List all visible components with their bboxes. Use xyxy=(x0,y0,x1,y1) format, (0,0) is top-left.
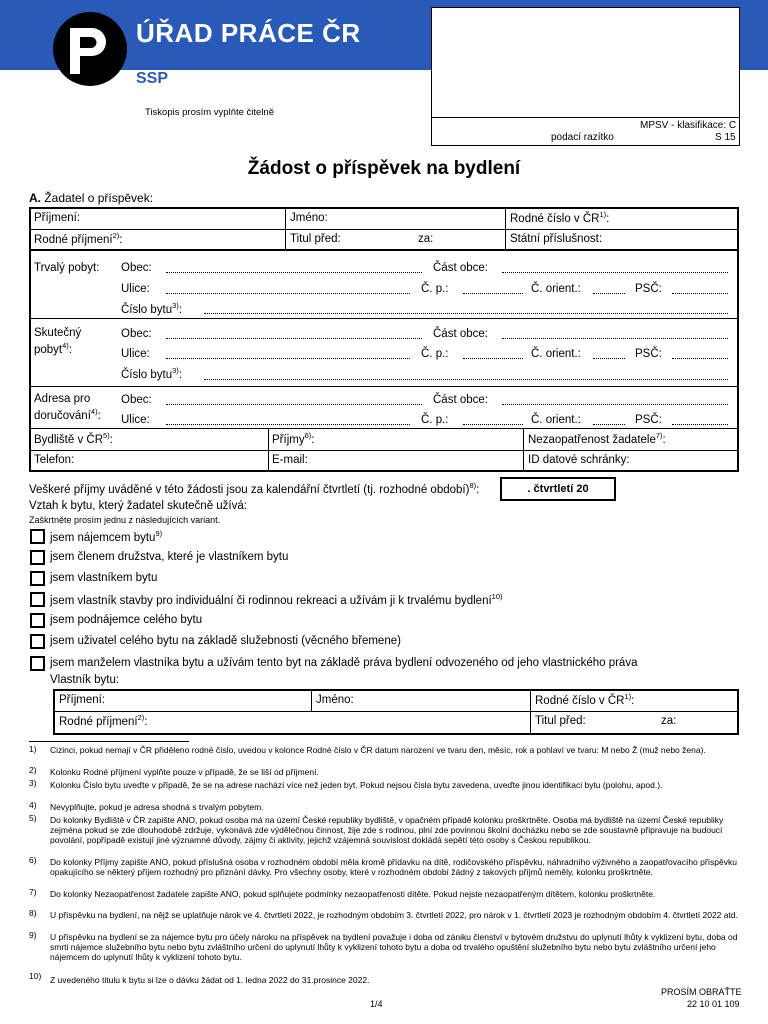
relation-option[interactable] xyxy=(29,655,749,675)
footnote-ref: 2) xyxy=(137,713,145,722)
option-text: jsem uživatel celého bytu na základě služebnosti (věcného břemene) xyxy=(50,635,401,647)
checkbox[interactable] xyxy=(30,529,45,544)
house-no-label: Č. p.: xyxy=(421,348,449,360)
footnote-text: Do kolonky Nezaopatřenost žadatele zapište ANO, pokud splňujete podmínky nezaopatřenosti dítěte. Pokud nejste nezaopatřeným dítětem, kolonku proškrtněte. xyxy=(50,889,656,899)
municipality-part-label: Část obce: xyxy=(433,262,488,274)
relation-title: Vztah k bytu, který žadatel skutečně užívá: xyxy=(29,500,247,512)
street-input[interactable] xyxy=(166,424,410,425)
flat-no-label: Číslo bytu$^{3)}$: xyxy=(121,366,183,381)
footnote-divider xyxy=(29,741,189,742)
first-name-field[interactable]: Jméno: xyxy=(290,212,328,224)
house-no-label: Č. p.: xyxy=(421,283,449,295)
option-label xyxy=(50,592,503,607)
footnote-number: 5) xyxy=(29,813,37,823)
footnote-ref: 7) xyxy=(655,431,663,440)
income-period-text: Veškeré příjmy uváděné v této žádosti jsou za kalendářní čtvrtletí (tj. rozhodné období)$^{8)}$: xyxy=(29,481,480,496)
flat-no-input[interactable] xyxy=(204,379,728,380)
residence-cz-label: Bydliště v ČR xyxy=(34,433,104,446)
municipality-part-input[interactable] xyxy=(502,338,728,339)
owner-birth-number-label: Rodné číslo v ČR xyxy=(535,694,625,707)
relation-note: Zaškrtněte prosím jednu z následujících variant. xyxy=(29,515,221,525)
owner-title-before-field[interactable]: Titul před: xyxy=(535,715,586,727)
footnote-ref: 2) xyxy=(112,231,120,240)
footnote-number: 1) xyxy=(29,744,37,754)
document-code: 22 10 01 109 xyxy=(687,999,740,1009)
form-code: S 15 xyxy=(715,132,736,143)
email-field[interactable]: E-mail: xyxy=(272,454,308,466)
footnote-number: 3) xyxy=(29,778,37,788)
footnote-ref: 8) xyxy=(469,481,477,490)
flat-no-text: Číslo bytu xyxy=(121,368,173,381)
owner-first-name-field[interactable]: Jméno: xyxy=(316,694,354,706)
footnote-number: 8) xyxy=(29,908,37,918)
flat-no-label: Číslo bytu$^{3)}$: xyxy=(121,301,183,316)
checkbox[interactable] xyxy=(30,656,45,671)
classification-label: MPSV - klasifikace: C xyxy=(640,120,737,131)
checkbox[interactable] xyxy=(30,613,45,628)
option-text: jsem nájemcem bytu xyxy=(50,531,156,544)
flat-no-input[interactable] xyxy=(204,313,728,314)
col-divider xyxy=(311,690,312,711)
footnote-number: 10) xyxy=(29,971,42,981)
delivery-address-text: doručování xyxy=(34,409,91,422)
postcode-label: PSČ: xyxy=(635,283,662,295)
footnote-text: U příspěvku na bydlení, na nějž se uplatňuje nárok ve 4. čtvrtletí 2022, je rozhodným obdobím 3. čtvrtletí 2022, pro nárok v 1. čtvrtletí 2023 je rozhodným obdobím 4. čtvrtletí 2022 atd. xyxy=(50,910,738,920)
income-period-label: Veškeré příjmy uváděné v této žádosti jsou za kalendářní čtvrtletí (tj. rozhodné období) xyxy=(29,483,470,496)
row-divider xyxy=(29,450,739,451)
footnote-text: Cizinci, pokud nemají v ČR přiděleno rodné číslo, uvedou v kolonce Rodné číslo v ČR datum narození ve tvaru den, měsíc, rok a pohlaví ve tvaru: M nebo Ž (muž nebo žena). xyxy=(50,745,706,755)
option-label xyxy=(50,635,401,647)
checkbox[interactable] xyxy=(30,634,45,649)
orient-no-input[interactable] xyxy=(593,358,625,359)
orient-no-label: Č. orient.: xyxy=(531,283,581,295)
postcode-label: PSČ: xyxy=(635,348,662,360)
section-a-label: Žadatel o příspěvek: xyxy=(41,191,154,205)
option-label xyxy=(50,529,162,544)
footnote-ref: 4) xyxy=(90,407,98,416)
street-label: Ulice: xyxy=(121,348,150,360)
birth-number-field[interactable]: Rodné číslo v ČR$^{1)}$: xyxy=(510,210,610,225)
stamp-divider xyxy=(432,117,740,118)
section-a-prefix: A. xyxy=(29,191,41,205)
row-divider xyxy=(29,249,739,251)
footnote-ref: 5) xyxy=(103,431,110,440)
phone-field[interactable]: Telefon: xyxy=(34,454,75,466)
owner-title: Vlastník bytu: xyxy=(50,674,120,686)
orient-no-label: Č. orient.: xyxy=(531,348,581,360)
actual-residence-text: pobyt xyxy=(34,343,63,356)
orient-no-input[interactable] xyxy=(593,424,625,425)
row-divider xyxy=(29,386,739,387)
municipality-input[interactable] xyxy=(166,272,422,273)
footnote-ref: 6) xyxy=(304,431,312,440)
footnote-number: 9) xyxy=(29,930,37,940)
postcode-input[interactable] xyxy=(672,358,728,359)
citizenship-field[interactable]: Státní příslušnost: xyxy=(510,233,603,245)
row-divider xyxy=(29,229,739,230)
checkbox[interactable] xyxy=(30,592,45,607)
delivery-address-label: Adresa pro xyxy=(34,393,91,405)
option-text: jsem podnájemce celého bytu xyxy=(50,614,203,626)
house-no-input[interactable] xyxy=(463,358,523,359)
footnote-text: Z uvedeného titulu k bytu si lze o dávku žádat od 1. ledna 2022 do 31.prosince 2022. xyxy=(50,975,370,985)
up-cr-logo xyxy=(52,12,128,86)
postcode-label: PSČ: xyxy=(635,414,662,426)
owner-birth-number-field[interactable]: Rodné číslo v ČR$^{1)}$: xyxy=(535,692,635,707)
option-text: jsem vlastníkem bytu xyxy=(50,572,158,584)
checkbox[interactable] xyxy=(30,550,45,565)
actual-residence-label-2: pobyt$^{4)}$: xyxy=(34,341,73,356)
page-number: 1/4 xyxy=(370,999,383,1009)
department-label: SSP xyxy=(136,70,169,87)
municipality-part-label: Část obce: xyxy=(433,328,488,340)
actual-residence-label: Skutečný xyxy=(34,327,82,339)
stamp-label: podací razítko xyxy=(551,132,614,143)
municipality-input[interactable] xyxy=(166,404,422,405)
footnote-text: Do kolonky Příjmy zapište ANO, pokud příslušná osoba v rozhodném období měla kromě přídavku na dítě, rodičovského příspěvku, náhradního výživného a zaopatřovacího příspěvku opakujícího se některý příjem rozhodný pro přiznání dávky. Pro všechny osoby, které v rozhodném období žádný z takových příjmů neměly, kolonku proškrtněte. xyxy=(50,857,737,877)
income-field[interactable]: Příjmy$^{6)}$: xyxy=(272,431,315,446)
title-after-field[interactable]: za: xyxy=(418,233,434,245)
row-divider xyxy=(29,428,739,429)
col-divider xyxy=(505,208,506,249)
quarter-input[interactable]: . čtvrtletí 20 xyxy=(500,477,616,501)
office-name: ÚŘAD PRÁCE ČR xyxy=(136,18,361,48)
owner-birth-surname-field[interactable]: Rodné příjmení$^{2)}$: xyxy=(59,713,148,728)
owner-birth-surname-label: Rodné příjmení xyxy=(59,715,138,728)
turn-over-note: PROSÍM OBRAŤTE xyxy=(661,987,742,997)
databox-field[interactable]: ID datové schránky: xyxy=(528,454,630,466)
footnote-ref: 1) xyxy=(599,210,607,219)
street-label: Ulice: xyxy=(121,414,150,426)
row-divider xyxy=(29,318,739,319)
municipality-part-label: Část obce: xyxy=(433,394,488,406)
income-label: Příjmy xyxy=(272,433,305,446)
col-divider xyxy=(268,428,269,471)
municipality-part-input[interactable] xyxy=(502,272,728,273)
fill-note: Tiskopis prosím vyplňte čitelně xyxy=(145,107,275,118)
footnote-text: Do kolonky Bydliště v ČR zapište ANO, pokud osoba má na území České republiky bydliště, v opačném případě kolonku proškrtněte. Osoba má bydliště na území České republiky zejména pokud se zde dlouhodobě zdržuje, vykonává zde výdělečnou činnost, žije zde s rodinou, plní zde povinnou školní docházku nebo se zde soustavně připravuje na budoucí povolání, popřípadě existují jiné významné důvody, zájmy či aktivity, jejichž vzájemná souvislost dokládá sepětí této osoby s Českou republikou. xyxy=(50,815,724,845)
relation-option[interactable] xyxy=(29,549,749,569)
footnote-ref: 3) xyxy=(172,366,179,375)
birth-surname-label: Rodné příjmení xyxy=(34,233,113,246)
checkbox[interactable] xyxy=(30,571,45,586)
relation-option[interactable] xyxy=(29,528,749,548)
footnote-text: Nevyplňujte, pokud je adresa shodná s trvalým pobytem. xyxy=(50,802,264,812)
row-divider xyxy=(54,711,738,712)
footnote-number: 4) xyxy=(29,800,37,810)
option-label xyxy=(50,572,157,584)
birth-surname-field[interactable]: Rodné příjmení$^{2)}$: xyxy=(34,231,123,246)
relation-option[interactable] xyxy=(29,591,749,611)
municipality-part-input[interactable] xyxy=(502,404,728,405)
orient-no-label: Č. orient.: xyxy=(531,414,581,426)
footnote-ref: 9) xyxy=(155,529,163,538)
footnote-ref: 10) xyxy=(491,592,503,601)
option-text: jsem vlastník stavby pro individuální či rodinnou rekreaci a užívám ji k trvalému bydlení xyxy=(50,594,492,607)
unprovided-label: Nezaopatřenost žadatele xyxy=(528,433,656,446)
owner-frame xyxy=(53,689,739,735)
section-a-heading xyxy=(29,191,153,205)
footnote-ref: 3) xyxy=(172,301,179,310)
footnote-text: Kolonku Číslo bytu uveďte v případě, že se na adrese nachází více než jeden byt. Pokud nejsou čísla bytu zavedena, uveďte jinou identifikaci bytu (polohu, apod.). xyxy=(50,780,663,790)
birth-number-label: Rodné číslo v ČR xyxy=(510,212,600,225)
footnote-number: 7) xyxy=(29,887,37,897)
relation-option[interactable] xyxy=(29,633,749,653)
flat-no-text: Číslo bytu xyxy=(121,303,173,316)
option-label xyxy=(50,614,202,626)
permanent-residence-label: Trvalý pobyt: xyxy=(34,262,100,274)
residence-cz-field[interactable]: Bydliště v ČR$^{5)}$: xyxy=(34,431,113,446)
unprovided-field[interactable]: Nezaopatřenost žadatele$^{7)}$: xyxy=(528,431,666,446)
footnote-text: Kolonku Rodné příjmení vyplňte pouze v případě, že se liší od příjmení. xyxy=(50,767,319,777)
municipality-label: Obec: xyxy=(121,328,152,340)
option-text: jsem členem družstva, které je vlastníkem bytu xyxy=(50,551,289,563)
municipality-label: Obec: xyxy=(121,262,152,274)
municipality-label: Obec: xyxy=(121,394,152,406)
option-label xyxy=(50,551,288,563)
footnote-ref: 4) xyxy=(62,341,69,350)
footnote-number: 6) xyxy=(29,855,37,865)
street-input[interactable] xyxy=(166,293,410,294)
option-label xyxy=(50,657,637,669)
footnote-text: U příspěvku na bydlení se za nájemce bytu pro účely nároku na příspěvek na bydlení považuje i doba od zániku členství v bytovém družstvu do uplynutí lhůty k vyklizení bytu, doba od smrti nájemce služebního bytu nebo bytu zvláštního určení do uplynutí lhůty k vyklizení tohoto bytu a doba od trvalého opuštění služebního bytu nebo bytu zvláštního určení jeho nájemcem do uplynutí lhůty k vyklizení tohoto bytu. xyxy=(50,932,738,962)
owner-title-after-field[interactable]: za: xyxy=(661,715,677,727)
surname-field[interactable]: Příjmení: xyxy=(34,212,81,224)
orient-no-input[interactable] xyxy=(593,293,625,294)
house-no-input[interactable] xyxy=(463,293,523,294)
option-text: jsem manželem vlastníka bytu a užívám tento byt na základě práva bydlení odvozeného od jeho vlastnického práva xyxy=(50,657,638,669)
house-no-label: Č. p.: xyxy=(421,414,449,426)
col-divider xyxy=(530,690,531,734)
street-input[interactable] xyxy=(166,358,410,359)
relation-option[interactable] xyxy=(29,570,749,590)
col-divider xyxy=(523,428,524,471)
owner-surname-field[interactable]: Příjmení: xyxy=(59,694,106,706)
postcode-input[interactable] xyxy=(672,293,728,294)
footnote-number: 2) xyxy=(29,765,37,775)
page-title: Žádost o příspěvek na bydlení xyxy=(247,158,521,179)
footnote-ref: 1) xyxy=(624,692,632,701)
postcode-input[interactable] xyxy=(672,424,728,425)
street-label: Ulice: xyxy=(121,283,150,295)
house-no-input[interactable] xyxy=(463,424,523,425)
title-before-field[interactable]: Titul před: xyxy=(290,233,341,245)
col-divider xyxy=(285,208,286,249)
municipality-input[interactable] xyxy=(166,338,422,339)
relation-option[interactable] xyxy=(29,612,749,632)
delivery-address-label-2: doručování$^{4)}$: xyxy=(34,407,101,422)
